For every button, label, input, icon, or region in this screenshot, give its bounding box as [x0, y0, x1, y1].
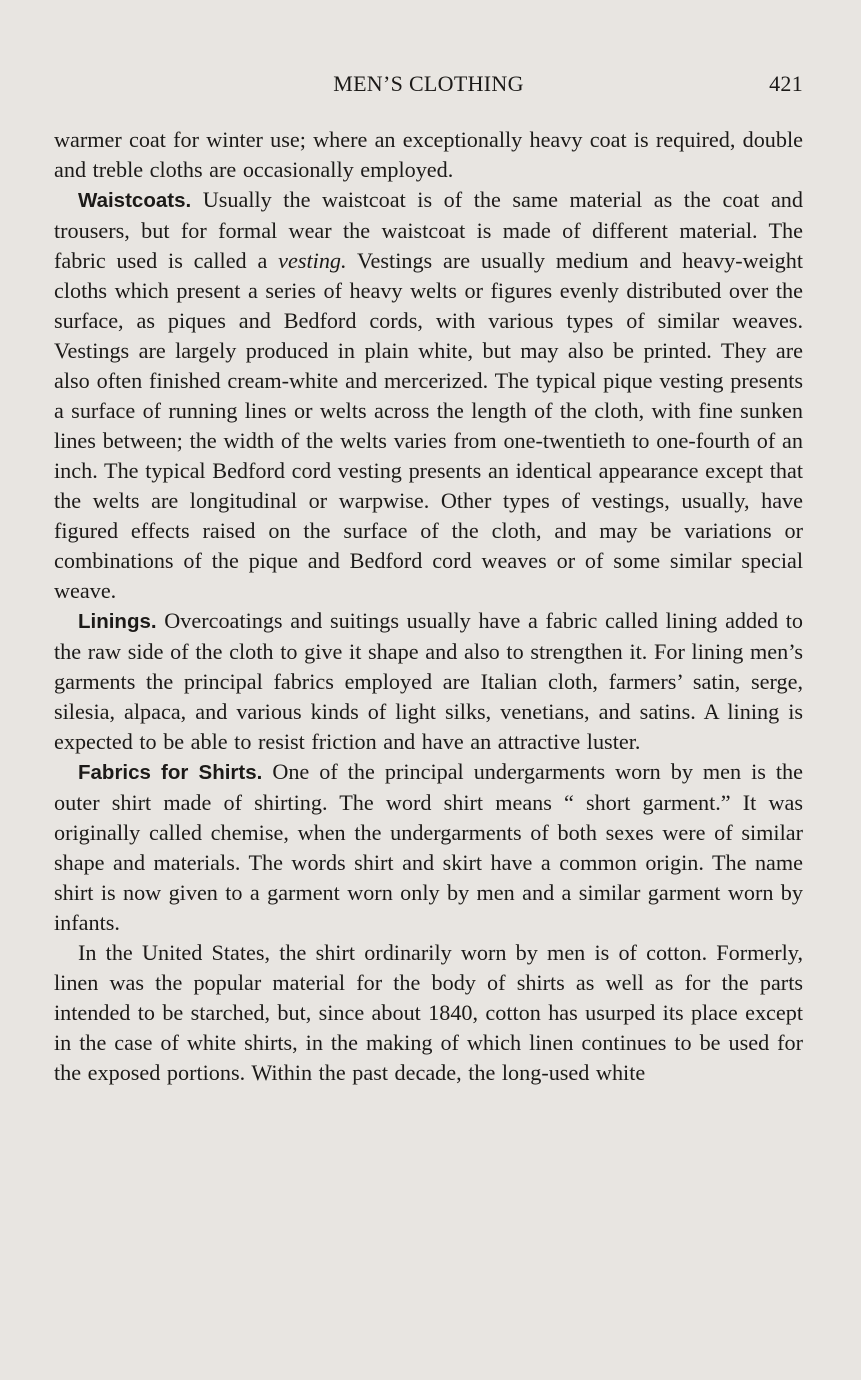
section-heading-fabrics-for-shirts: Fabrics for Shirts.	[78, 761, 263, 784]
italic-term-vesting: vesting.	[278, 248, 347, 273]
paragraph-text: Usually the waistcoat is of the same material as the coat and trousers, but for formal wear the waistcoat is made of different material. The fabric used is called a	[54, 187, 803, 273]
paragraph-fabrics-for-shirts	[54, 757, 803, 938]
paragraph-continuation	[54, 125, 803, 185]
paragraph-text: One of the principal undergarments worn by men is the outer shirt made of shirting. The word shirt means “ short garment.” It was originally called chemise, when the undergarments of both sexes were of similar shape and materials. The words shirt and skirt have a common origin. The name shirt is now given to a garment worn only by men and a similar garment worn by infants.	[54, 759, 803, 935]
paragraph-text: Vestings are usually medium and heavy-weight cloths which present a series of heavy welts or figures evenly distributed over the surface, as piques and Bedford cords, with various types of similar weaves. Vestings are largely produced in plain white, but may also be printed. They are also often finished cream-white and mercerized. The typical pique vesting presents a surface of running lines or welts across the length of the cloth, with fine sunken lines between; the width of the welts varies from one-twentieth to one-fourth of an inch. The typical Bedford cord vesting presents an identical appearance except that the welts are longitudinal or warpwise. Other types of vestings, usually, have figured effects raised on the surface of the cloth, and may be variations or combinations of the pique and Bedford cord weaves or of some similar special weave.	[54, 248, 803, 603]
page-number: 421	[769, 71, 803, 96]
paragraph-waistcoats	[54, 185, 803, 606]
paragraph-linings	[54, 606, 803, 757]
paragraph-text: Overcoatings and suitings usually have a fabric called lining added to the raw side of the cloth to give it shape and also to strengthen it. For lining men’s garments the principal fabrics employed are Italian cloth, farmers’ satin, serge, silesia, alpaca, and various kinds of light silks, venetians, and satins. A lining is expected to be able to resist friction and have an attractive luster.	[54, 608, 803, 754]
running-header	[54, 71, 803, 105]
paragraph-text: warmer coat for winter use; where an exceptionally heavy coat is required, double and treble cloths are occasionally employed.	[54, 127, 803, 182]
section-heading-waistcoats: Waistcoats.	[78, 189, 192, 212]
paragraph-united-states	[54, 938, 803, 1088]
section-heading-linings: Linings.	[78, 610, 157, 633]
body-text	[54, 125, 803, 1088]
paragraph-text: In the United States, the shirt ordinarily worn by men is of cotton. Formerly, linen was the popular material for the body of shirts as well as for the parts intended to be starched, but, since about 1840, cotton has usurped its place except in the case of white shirts, in the making of which linen continues to be used for the exposed portions. Within the past decade, the long-used white	[54, 940, 803, 1085]
running-title: MEN’S CLOTHING	[333, 71, 524, 96]
